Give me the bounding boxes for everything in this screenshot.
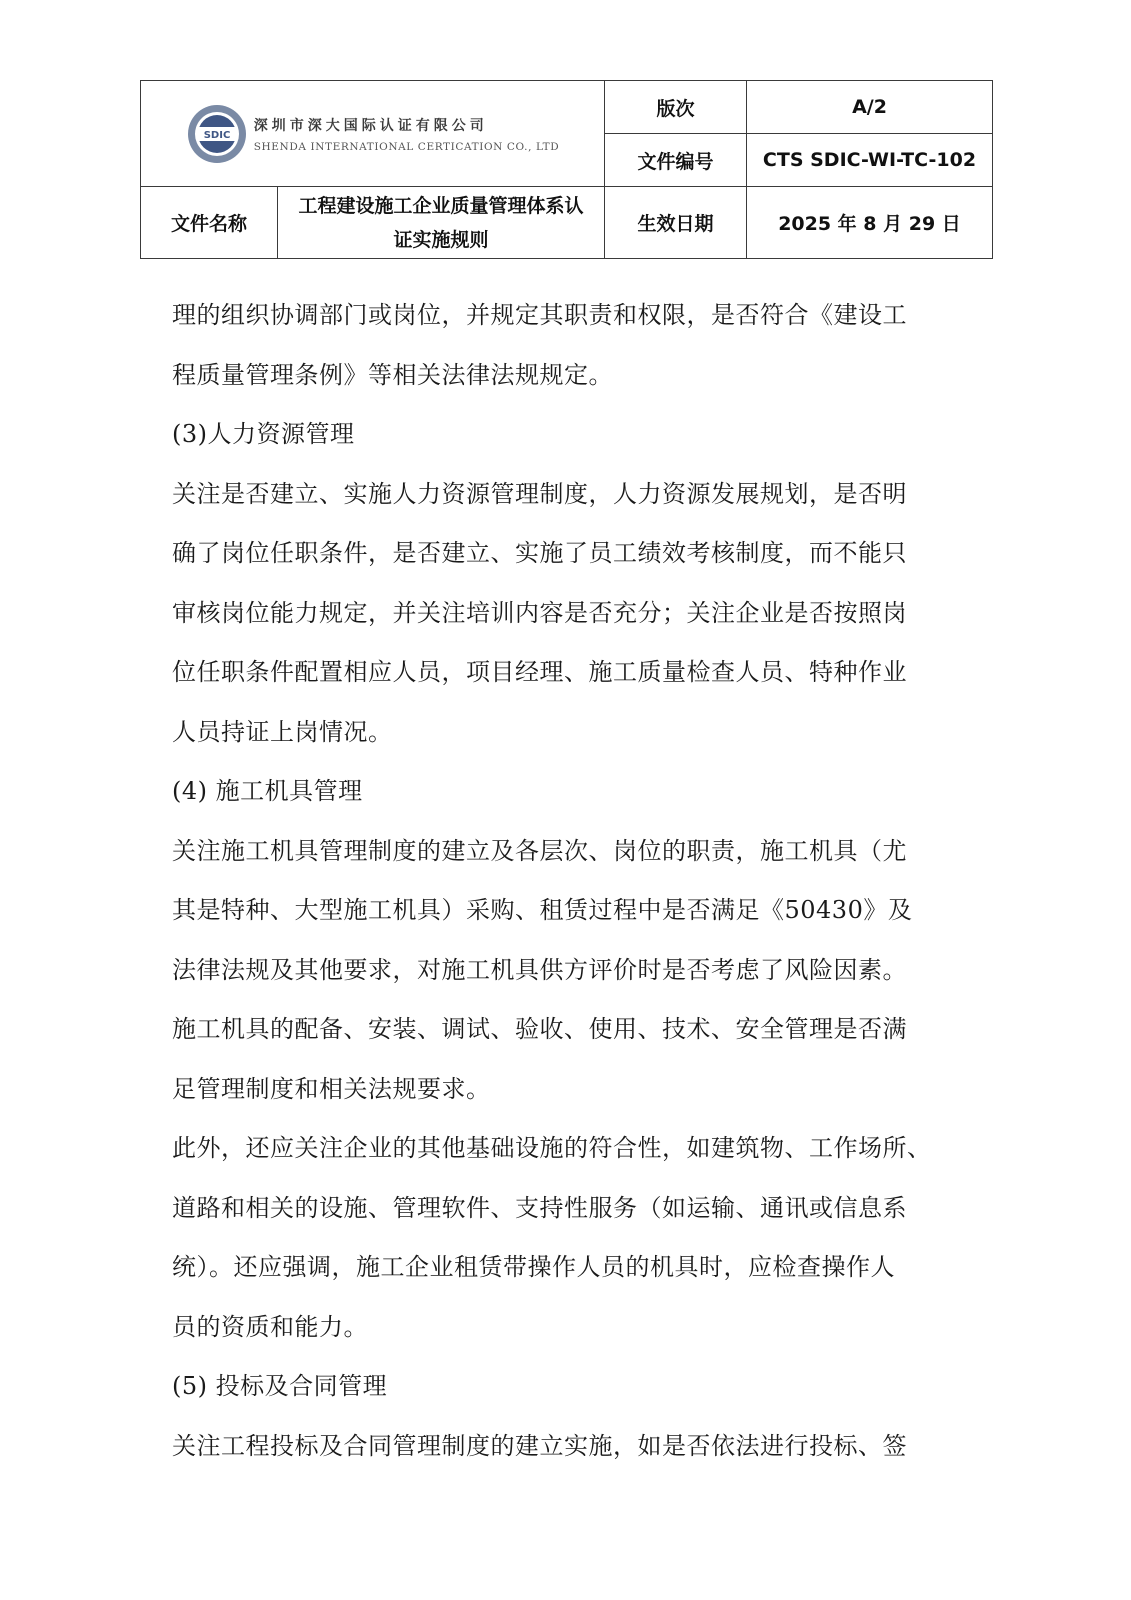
body-line: 施工机具的配备、安装、调试、验收、使用、技术、安全管理是否满 xyxy=(172,1015,907,1043)
document-header-table xyxy=(140,80,993,259)
company-logo-cell xyxy=(141,81,605,187)
version-label: 版次 xyxy=(605,81,747,134)
company-seal-icon xyxy=(186,103,248,165)
body-line: 程质量管理条例》等相关法律法规规定。 xyxy=(172,360,613,389)
body-line: 理的组织协调部门或岗位，并规定其职责和权限，是否符合《建设工 xyxy=(172,301,907,329)
seal-label: SDIC xyxy=(203,129,230,141)
body-line: 足管理制度和相关法规要求。 xyxy=(172,1074,491,1103)
effective-date-label: 生效日期 xyxy=(605,187,747,259)
body-line: 位任职条件配置相应人员，项目经理、施工质量检查人员、特种作业 xyxy=(172,658,907,686)
body-line: 道路和相关的设施、管理软件、支持性服务（如运输、通讯或信息系 xyxy=(172,1193,907,1222)
doc-number-value: CTS SDIC-WI-TC-102 xyxy=(747,134,993,187)
version-value: A/2 xyxy=(747,81,993,134)
body-line: 人员持证上岗情况。 xyxy=(172,717,393,746)
body-line: 关注施工机具管理制度的建立及各层次、岗位的职责，施工机具（尤 xyxy=(172,836,907,865)
body-line: 统）。还应强调，施工企业租赁带操作人员的机具时，应检查操作人 xyxy=(172,1253,895,1281)
body-line: 法律法规及其他要求，对施工机具供方评价时是否考虑了风险因素。 xyxy=(172,955,907,984)
company-name-cn: 深圳市深大国际认证有限公司 xyxy=(253,117,488,134)
company-name-en: SHENDA INTERNATIONAL CERTICATION CO., LTD xyxy=(253,140,560,153)
body-line: 关注是否建立、实施人力资源管理制度，人力资源发展规划，是否明 xyxy=(172,479,907,508)
body-line: 审核岗位能力规定，并关注培训内容是否充分；关注企业是否按照岗 xyxy=(172,598,907,627)
document-body xyxy=(172,286,972,1476)
section-heading: (3)人力资源管理 xyxy=(172,420,355,448)
body-line: 此外，还应关注企业的其他基础设施的符合性，如建筑物、工作场所、 xyxy=(172,1134,932,1162)
section-heading: (4) 施工机具管理 xyxy=(172,777,363,805)
file-name-label: 文件名称 xyxy=(141,187,278,259)
company-logo xyxy=(141,81,604,186)
body-line: 员的资质和能力。 xyxy=(172,1312,368,1341)
section-heading: (5) 投标及合同管理 xyxy=(172,1372,388,1400)
file-name-value xyxy=(278,187,605,259)
body-line: 其是特种、大型施工机具）采购、租赁过程中是否满足《50430》及 xyxy=(172,896,913,924)
body-line: 确了岗位任职条件，是否建立、实施了员工绩效考核制度，而不能只 xyxy=(172,539,907,567)
body-line: 关注工程投标及合同管理制度的建立实施，如是否依法进行投标、签 xyxy=(172,1431,907,1460)
effective-date-value: 2025 年 8 月 29 日 xyxy=(747,187,993,259)
file-name-line-2: 证实施规则 xyxy=(393,228,489,251)
file-name-line-1: 工程建设施工企业质量管理体系认 xyxy=(298,194,584,217)
doc-number-label: 文件编号 xyxy=(605,134,747,187)
